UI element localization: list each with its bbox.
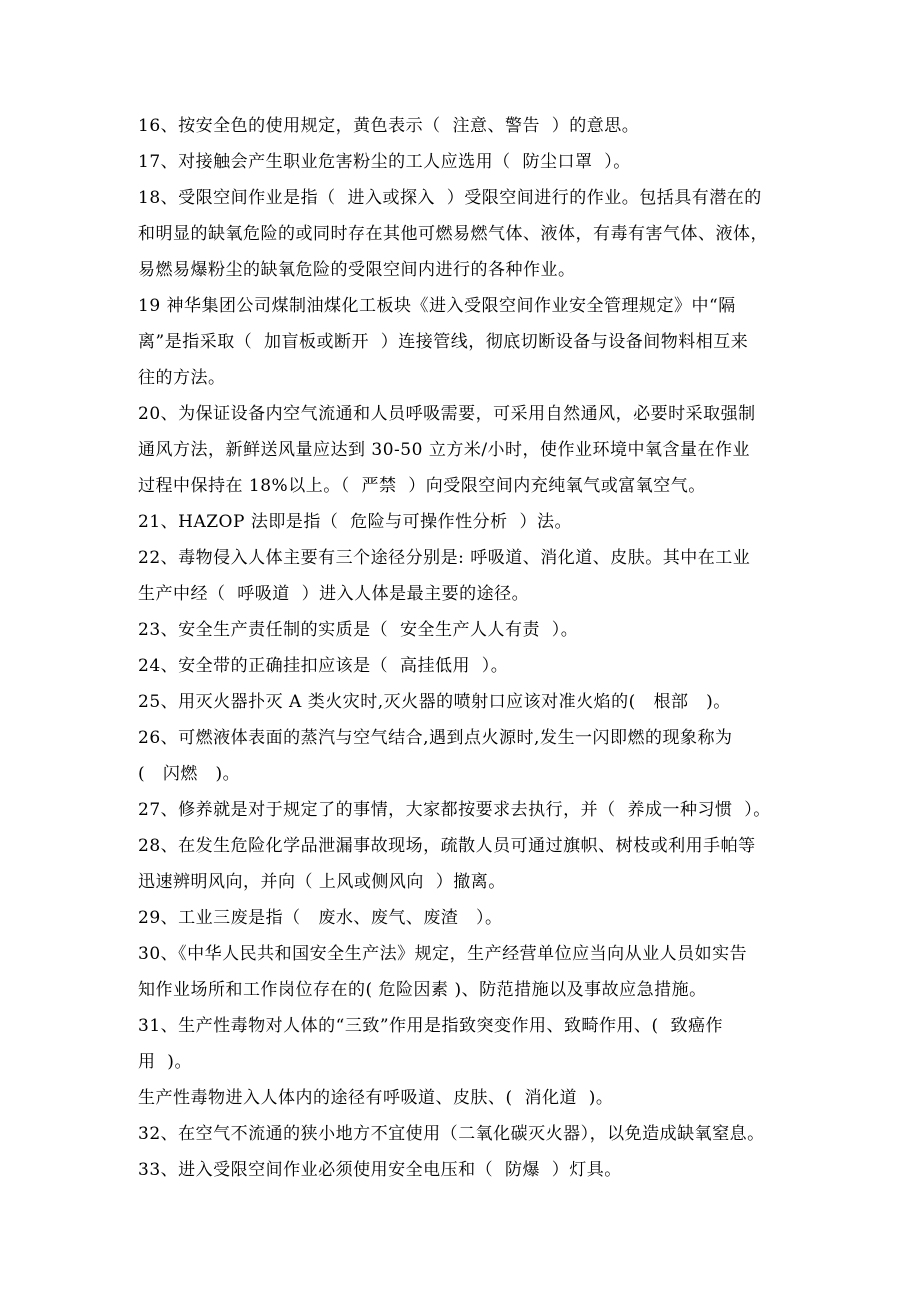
text-line: 20、为保证设备内空气流通和人员呼吸需要，可采用自然通风，必要时采取强制 (138, 404, 756, 424)
text-line: 16、按安全色的使用规定，黄色表示（ 注意、警告 ）的意思。 (138, 116, 640, 136)
text-line: 24、安全带的正确挂扣应该是（ 高挂低用 ）。 (138, 656, 509, 676)
text-line: 21、HAZOP 法即是指（ 危险与可操作性分析 ）法。 (138, 512, 572, 532)
text-line: 31、生产性毒物对人体的“三致”作用是指致突变作用、致畸作用、( 致癌作 (138, 1016, 723, 1036)
text-line: 32、在空气不流通的狭小地方不宜使用（二氧化碳灭火器），以免造成缺氧窒息。 (138, 1124, 765, 1144)
text-line: 19 神华集团公司煤制油煤化工板块《进入受限空间作业安全管理规定》中“隔 (138, 296, 736, 316)
text-line: 生产性毒物进入人体内的途径有呼吸道、皮肤、( 消化道 )。 (138, 1088, 614, 1108)
text-line: 33、进入受限空间作业必须使用安全电压和（ 防爆 ）灯具。 (138, 1160, 622, 1180)
text-line: 离”是指采取（ 加盲板或断开 ）连接管线，彻底切断设备与设备间物料相互来 (138, 332, 749, 352)
text-line: 生产中经（ 呼吸道 ）进入人体是最主要的途径。 (138, 584, 530, 604)
text-line: 易燃易爆粉尘的缺氧危险的受限空间内进行的各种作业。 (138, 260, 576, 280)
text-line: 知作业场所和工作岗位存在的( 危险因素 )、防范措施以及事故应急措施。 (138, 980, 707, 1000)
text-line: 23、安全生产责任制的实质是（ 安全生产人人有责 ）。 (138, 620, 579, 640)
text-line: 29、工业三废是指（ 废水、废气、废渣 ）。 (138, 908, 503, 928)
text-line: 26、可燃液体表面的蒸汽与空气结合,遇到点火源时,发生一闪即燃的现象称为 (138, 728, 733, 748)
text-line: 28、在发生危险化学品泄漏事故现场，疏散人员可通过旗帜、树枝或利用手帕等 (138, 836, 756, 856)
text-line: 17、对接触会产生职业危害粉尘的工人应选用（ 防尘口罩 ）。 (138, 152, 631, 172)
document-body (138, 108, 798, 1188)
text-line: 27、修养就是对于规定了的事情，大家都按要求去执行，并（ 养成一种习惯 ）。 (138, 800, 771, 820)
text-line: ( 闪燃 )。 (138, 764, 241, 784)
text-line: 往的方法。 (138, 368, 226, 388)
text-line: 用 )。 (138, 1052, 192, 1072)
text-line: 22、毒物侵入人体主要有三个途径分别是: 呼吸道、消化道、皮肤。其中在工业 (138, 548, 751, 568)
text-line: 18、受限空间作业是指（ 进入或探入 ）受限空间进行的作业。包括具有潜在的 (138, 188, 762, 208)
text-line: 和明显的缺氧危险的或同时存在其他可燃易燃气体、液体，有毒有害气体、液体， (138, 224, 768, 244)
text-line: 25、用灭火器扑灭 A 类火灾时,灭火器的喷射口应该对准火焰的( 根部 )。 (138, 692, 731, 712)
text-line: 通风方法，新鲜送风量应达到 30-50 立方米/小时，使作业环境中氧含量在作业 (138, 440, 751, 460)
text-line: 迅速辨明风向，并向（ 上风或侧风向 ）撤离。 (138, 872, 506, 892)
text-line: 过程中保持在 18%以上。（ 严禁 ）向受限空间内充纯氧气或富氧空气。 (138, 476, 706, 496)
text-line: 30、《中华人民共和国安全生产法》规定，生产经营单位应当向从业人员如实告 (138, 944, 748, 964)
